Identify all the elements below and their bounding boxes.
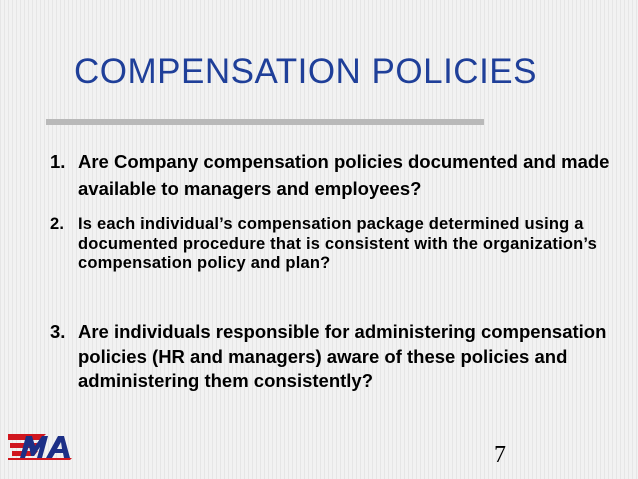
page-number: 7 xyxy=(494,442,506,468)
company-logo-icon xyxy=(6,430,74,460)
list-item xyxy=(50,215,610,274)
list-item-text: Is each individual’s compensation package determined using a documented procedure that is consistent with the organization’s compensation policy and plan? xyxy=(78,215,597,272)
list-item xyxy=(50,320,620,394)
slide-title: COMPENSATION POLICIES xyxy=(74,52,537,91)
list-item xyxy=(50,148,610,202)
logo-underline xyxy=(8,458,72,460)
list-item-number: 1. xyxy=(50,151,66,172)
title-divider xyxy=(46,119,484,125)
list-item-number: 2. xyxy=(50,215,65,233)
list-item-text: Are individuals responsible for administering compensation policies (HR and managers) aware of these policies and administering them consistently? xyxy=(78,321,607,391)
logo-blue-letter-a xyxy=(46,436,70,458)
list-item-number: 3. xyxy=(50,321,66,342)
list-item-text: Are Company compensation policies documented and made available to managers and employees? xyxy=(78,151,610,199)
